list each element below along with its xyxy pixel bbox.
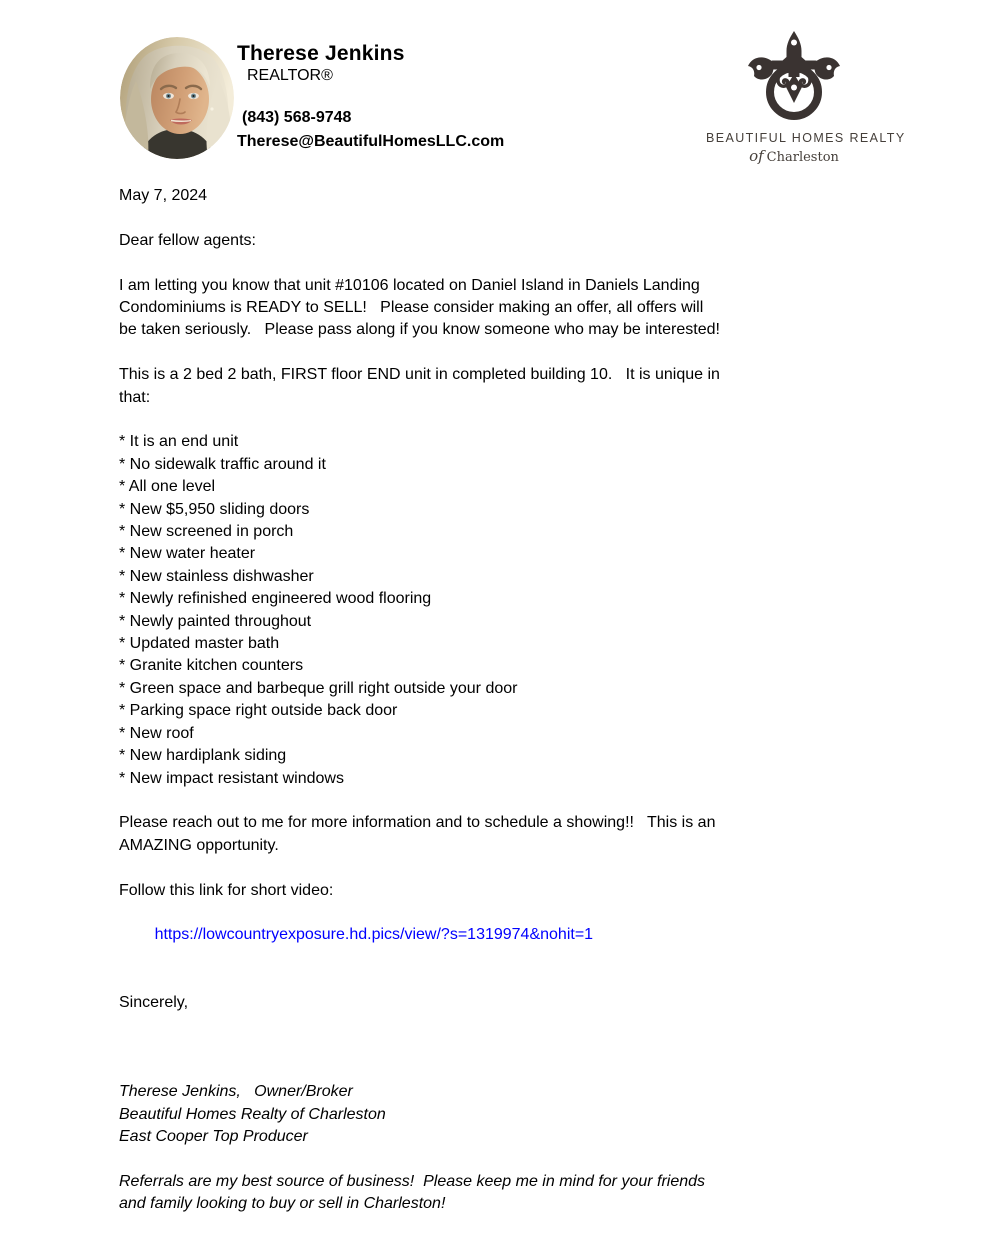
brokerage-name: BEAUTIFUL HOMES REALTY [706,131,906,145]
feature-bullet: * New $5,950 sliding doors [119,500,310,518]
paragraph-line: that: [119,388,151,406]
feature-bullet: * Green space and barbeque grill right outside your door [119,679,518,697]
email-address: Therese@BeautifulHomesLLC.com [237,133,505,150]
realtor-title: REALTOR® [247,67,333,84]
salutation: Dear fellow agents: [119,231,256,249]
paragraph-contact [119,812,889,857]
feature-bullet: * New impact resistant windows [119,769,344,787]
feature-bullet: * New water heater [119,545,256,563]
postscript-referrals [119,1171,889,1216]
logo-of-script: of [749,147,764,165]
contact-block [237,42,504,151]
feature-bullet: * All one level [119,478,216,496]
letterhead [0,0,1000,170]
signature-line: Beautiful Homes Realty of Charleston [119,1105,386,1123]
video-link[interactable]: https://lowcountryexposure.hd.pics/view/?s=1319974&nohit=1 [154,926,594,944]
feature-bullet: * New roof [119,724,194,742]
paragraph-line: I am letting you know that unit #10106 located on Daniel Island in Daniels Landing [119,276,700,294]
video-link-label: Follow this link for short video: [119,881,334,899]
paragraph-line: Please reach out to me for more information and to schedule a showing!! This is an [119,814,716,832]
phone-number: (843) 568-9748 [242,109,352,126]
feature-bullet: * Updated master bath [119,635,280,653]
paragraph-line: be taken seriously. Please pass along if you know someone who may be interested! [119,321,720,339]
paragraph-unit-description [119,364,889,409]
feature-bullet-list [119,431,889,790]
logo-city: Charleston [766,150,839,165]
brokerage-logo [706,30,906,165]
feature-bullet: * It is an end unit [119,433,239,451]
letter-date: May 7, 2024 [119,187,208,204]
paragraph-line: Referrals are my best source of business! Please keep me in mind for your friends [119,1172,706,1190]
paragraph-line: This is a 2 bed 2 bath, FIRST floor END unit in completed building 10. It is unique in [119,366,720,384]
closing: Sincerely, [119,993,189,1011]
door-knocker-icon [744,30,844,124]
paragraph-line: AMAZING opportunity. [119,836,279,854]
feature-bullet: * New stainless dishwasher [119,567,314,585]
signature-line: Therese Jenkins, Owner/Broker [119,1083,353,1101]
realtor-name: Therese Jenkins [237,42,405,65]
feature-bullet: * New hardiplank siding [119,747,287,765]
paragraph-line: Condominiums is READY to SELL! Please consider making an offer, all offers will [119,299,704,316]
feature-bullet: * No sidewalk traffic around it [119,455,326,473]
letter-body [119,185,889,1238]
feature-bullet: * New screened in porch [119,523,294,541]
signature-block [119,1081,889,1148]
feature-bullet: * Newly painted throughout [119,612,312,630]
feature-bullet: * Newly refinished engineered wood flooring [119,590,432,608]
realtor-portrait-photo [120,37,234,159]
brokerage-location [706,147,882,165]
portrait-image [120,37,234,159]
feature-bullet: * Granite kitchen counters [119,657,304,675]
paragraph-line: and family looking to buy or sell in Charleston! [119,1195,446,1213]
video-link-section [119,880,889,970]
paragraph-intro [119,275,889,342]
signature-line: East Cooper Top Producer [119,1127,308,1145]
feature-bullet: * Parking space right outside back door [119,702,398,720]
